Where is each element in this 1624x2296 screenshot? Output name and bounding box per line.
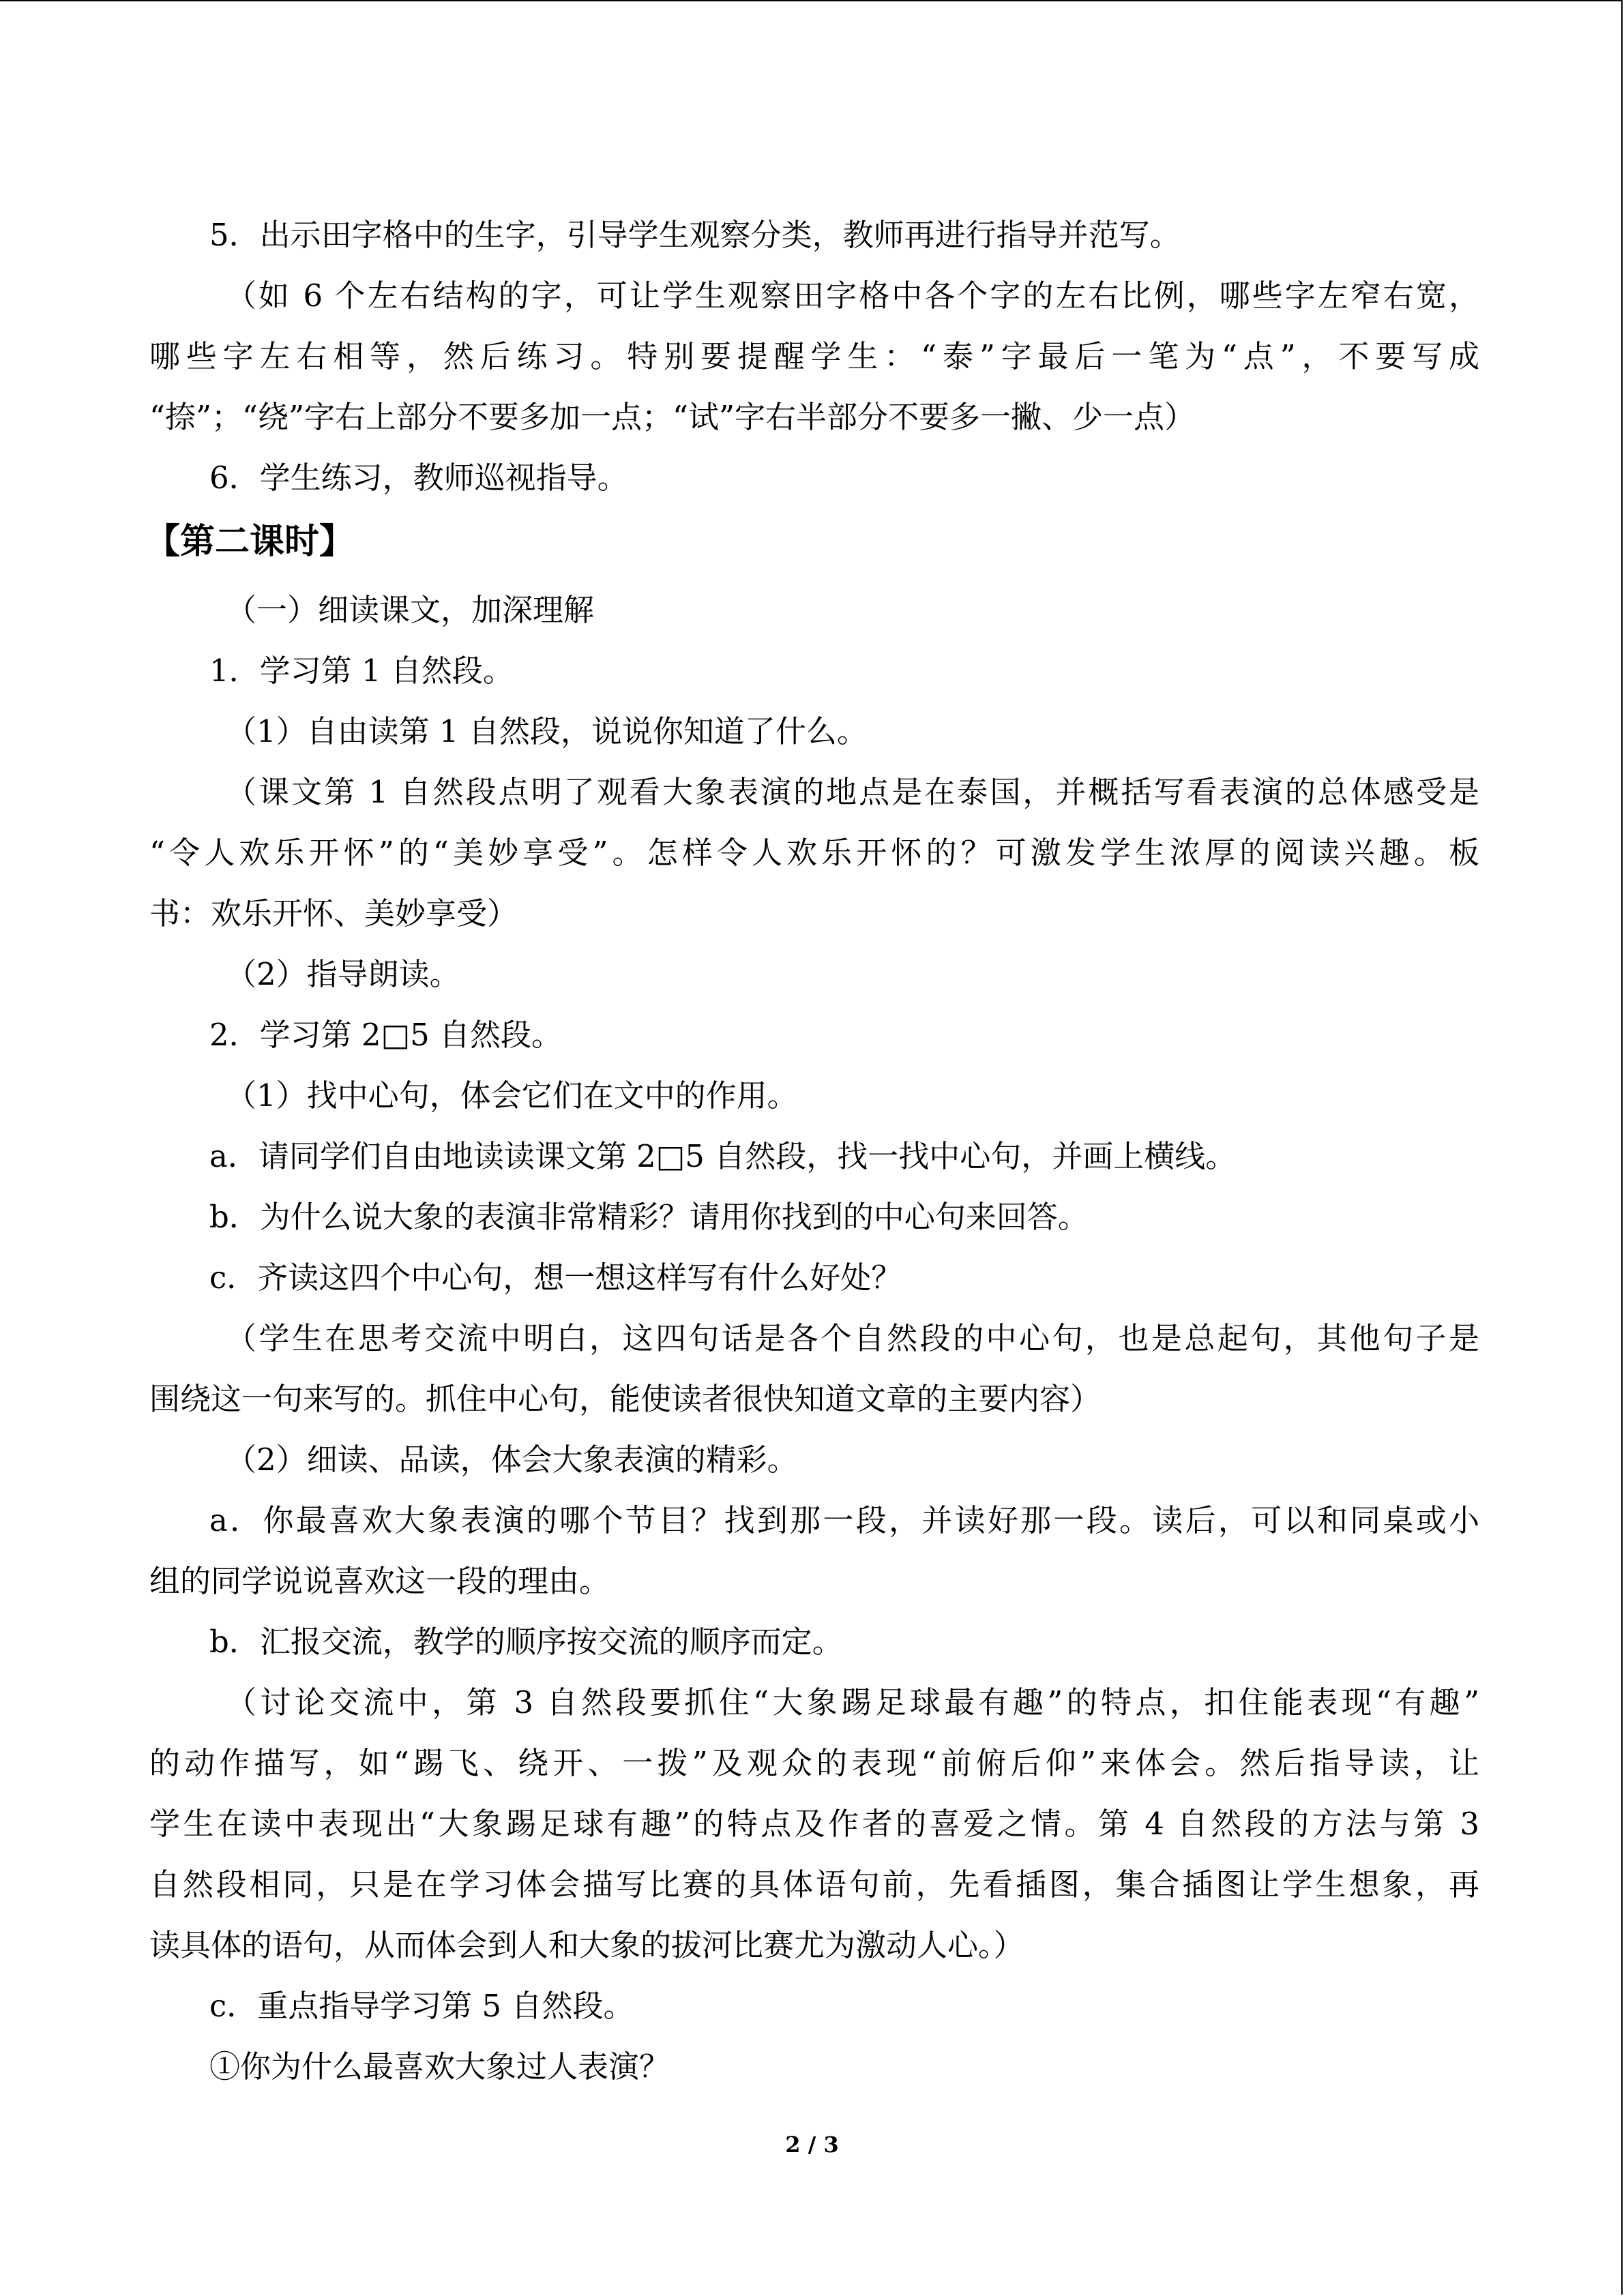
note-paragraph-line: 书：欢乐开怀、美妙享受）: [149, 895, 518, 931]
step-2-sub-1: （1）找中心句，体会它们在文中的作用。: [226, 1077, 798, 1114]
note-paragraph-line: 哪些字左右相等，然后练习。特别要提醒学生：“泰”字最后一笔为“点”，不要写成: [149, 338, 1479, 374]
question-1: ①你为什么最喜欢大象过人表演？: [209, 2048, 670, 2085]
note-paragraph-line: 围绕这一句来写的。抓住中心句，能使读者很快知道文章的主要内容）: [149, 1381, 1102, 1417]
note-paragraph-line: “捺”；“绕”字右上部分不要多加一点；“试”字右半部分不要多一撇、少一点）: [149, 399, 1196, 435]
note-paragraph-line: 的动作描写，如“踢飞、绕开、一拨”及观众的表现“前俯后仰”来体会。然后指导读，让: [149, 1745, 1479, 1781]
note-paragraph-line: 学生在读中表现出“大象踢足球有趣”的特点及作者的喜爱之情。第 4 自然段的方法与第 3: [149, 1806, 1479, 1842]
note-paragraph-line: （学生在思考交流中明白，这四句话是各个自然段的中心句，也是总起句，其他句子是: [226, 1320, 1479, 1356]
note-paragraph-line: “令人欢乐开怀”的“美妙享受”。怎样令人欢乐开怀的？可激发学生浓厚的阅读兴趣。板: [149, 835, 1479, 871]
step-2-item-a2-line: a．你最喜欢大象表演的哪个节目？找到那一段，并读好那一段。读后，可以和同桌或小: [209, 1502, 1479, 1538]
step-2-title: 2．学习第 2□5 自然段。: [209, 1017, 563, 1053]
step-1-sub-2: （2）指导朗读。: [226, 956, 460, 992]
note-paragraph-line: 自然段相同，只是在学习体会描写比赛的具体语句前，先看插图，集合插图让学生想象，再: [149, 1866, 1479, 1903]
step-2-sub-2: （2）细读、品读，体会大象表演的精彩。: [226, 1442, 798, 1478]
page-number: 2 / 3: [785, 2132, 839, 2158]
note-paragraph-line: （课文第 1 自然段点明了观看大象表演的地点是在泰国，并概括写看表演的总体感受是: [226, 774, 1479, 810]
step-2-item-c2: c．重点指导学习第 5 自然段。: [209, 1988, 634, 2024]
step-1-sub-1: （1）自由读第 1 自然段，说说你知道了什么。: [226, 713, 868, 749]
step-1-title: 1．学习第 1 自然段。: [209, 653, 514, 689]
section-heading: 【第二课时】: [145, 522, 355, 562]
document-body: [145, 205, 1479, 2097]
item-5: 5．出示田字格中的生字，引导学生观察分类，教师再进行指导并范写。: [209, 217, 1181, 253]
part-title: （一）细读课文，加深理解: [226, 592, 595, 628]
step-2-item-a2-line: 组的同学说说喜欢这一段的理由。: [149, 1563, 610, 1599]
step-2-item-a: a．请同学们自由地读读课文第 2□5 自然段，找一找中心句，并画上横线。: [209, 1138, 1237, 1174]
step-2-item-b2: b．汇报交流，教学的顺序按交流的顺序而定。: [209, 1624, 843, 1660]
note-paragraph-line: （讨论交流中，第 3 自然段要抓住“大象踢足球最有趣”的特点，扣住能表现“有趣”: [226, 1684, 1479, 1720]
item-6: 6．学生练习，教师巡视指导。: [209, 460, 628, 496]
step-2-item-b: b．为什么说大象的表演非常精彩？请用你找到的中心句来回答。: [209, 1199, 1089, 1235]
step-2-item-c: c．齐读这四个中心句，想一想这样写有什么好处？: [209, 1259, 902, 1296]
note-paragraph-line: （如 6 个左右结构的字，可让学生观察田字格中各个字的左右比例，哪些字左窄右宽，: [226, 278, 1479, 314]
note-paragraph-line: 读具体的语句，从而体会到人和大象的拔河比赛尤为激动人心。）: [149, 1927, 1024, 1963]
